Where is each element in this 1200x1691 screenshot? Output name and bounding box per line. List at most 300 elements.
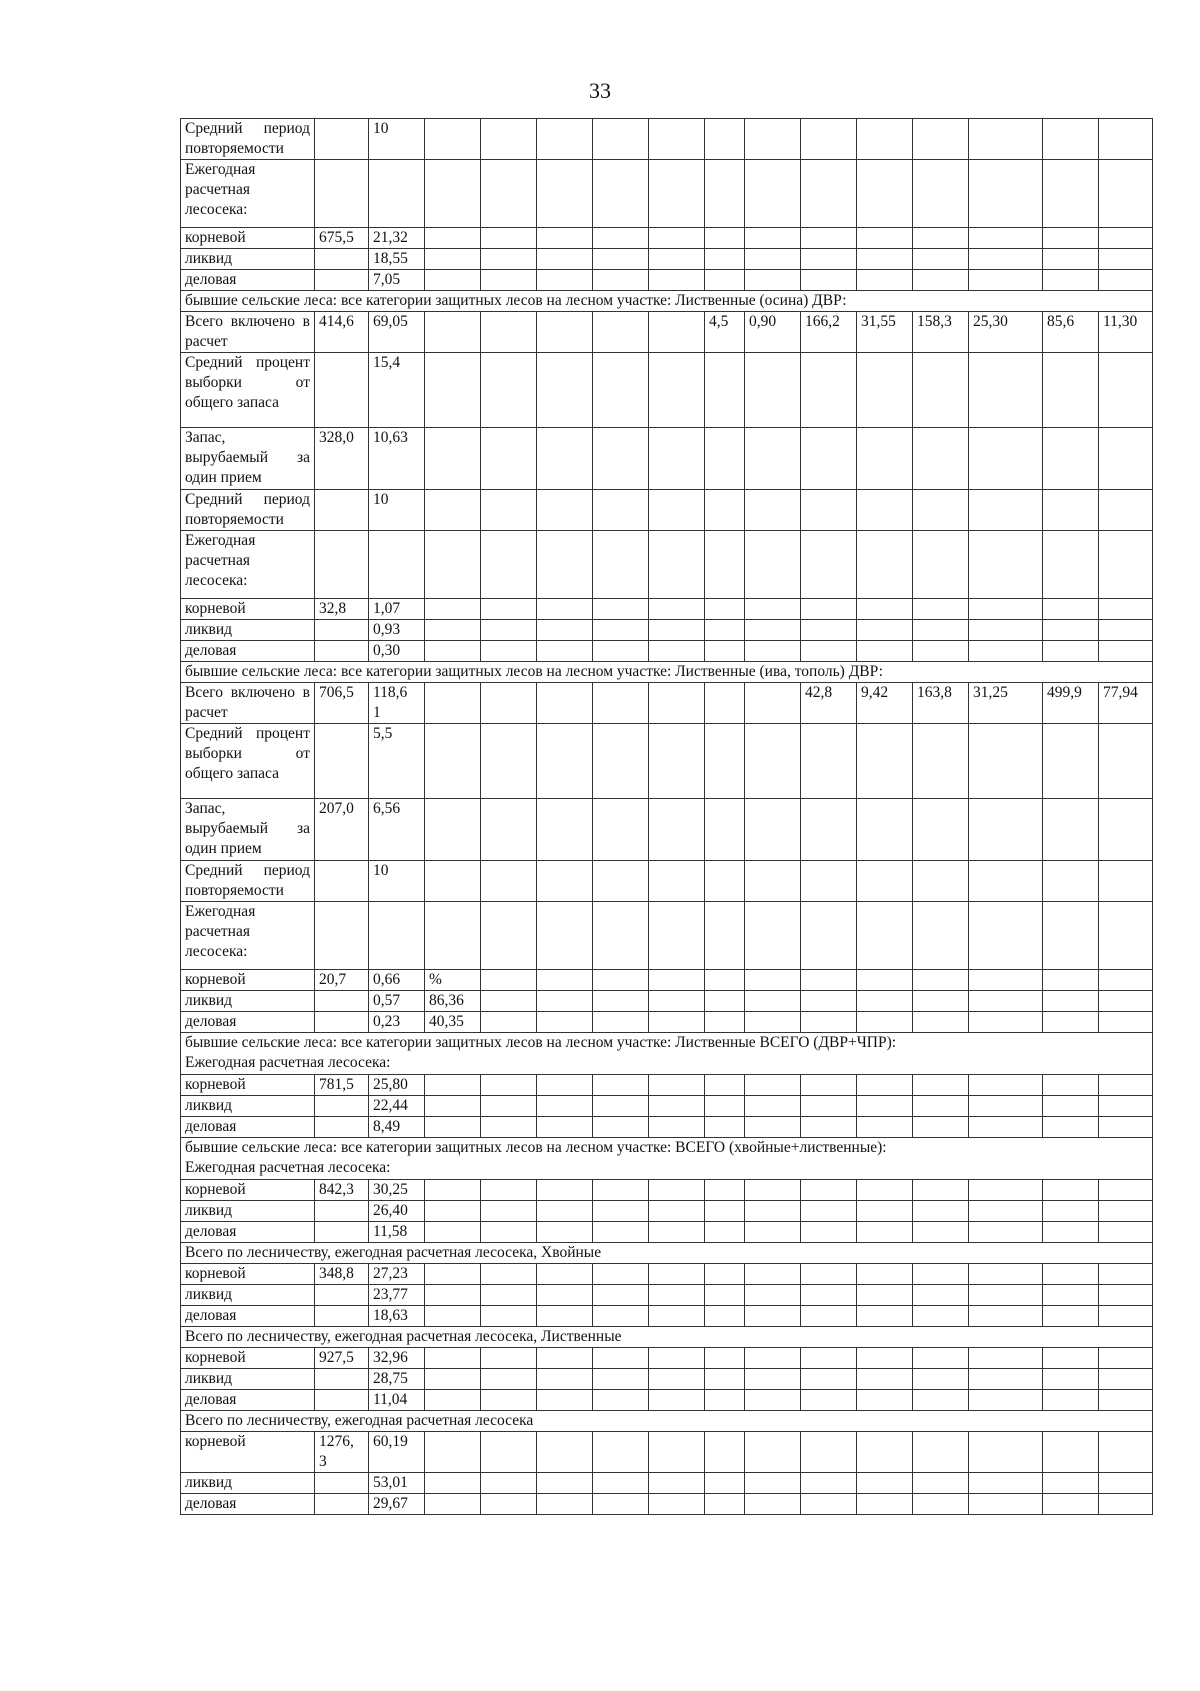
table-cell: [537, 428, 593, 490]
table-cell: [481, 1201, 537, 1222]
table-cell: [537, 1348, 593, 1369]
table-cell: [745, 353, 801, 428]
table-cell: [593, 902, 649, 970]
table-cell: [481, 1473, 537, 1494]
table-cell: [913, 1473, 969, 1494]
table-row: [181, 1033, 1153, 1075]
row-label-cell: ликвид: [181, 1473, 315, 1494]
row-label-cell: деловая: [181, 1222, 315, 1243]
table-cell: [593, 1494, 649, 1515]
table-cell: [649, 1285, 705, 1306]
table-cell: [315, 353, 369, 428]
table-cell: 0,66: [369, 970, 425, 991]
table-cell: [1099, 1096, 1153, 1117]
table-cell: 77,94: [1099, 683, 1153, 724]
table-cell: [745, 1306, 801, 1327]
table-cell: [1043, 1306, 1099, 1327]
table-cell: [649, 902, 705, 970]
table-row: [181, 1243, 1153, 1264]
table-cell: [705, 1432, 745, 1473]
table-row: [181, 1369, 1153, 1390]
table-cell: [1043, 1432, 1099, 1473]
table-cell: 414,6: [315, 312, 369, 353]
table-cell: [969, 1432, 1043, 1473]
table-cell: [649, 531, 705, 599]
table-cell: [481, 1348, 537, 1369]
table-cell: [857, 1390, 913, 1411]
table-cell: 11,04: [369, 1390, 425, 1411]
table-cell: [1099, 599, 1153, 620]
row-label-cell: Ежегодная расчетная лесосека:: [181, 531, 315, 599]
table-cell: [801, 119, 857, 160]
table-cell: [1099, 1285, 1153, 1306]
row-label-cell: Средний процент выборки от общего запаса: [181, 724, 315, 799]
table-cell: [649, 991, 705, 1012]
table-cell: [1099, 641, 1153, 662]
table-cell: [801, 1432, 857, 1473]
table-cell: [1043, 1369, 1099, 1390]
row-label-cell: деловая: [181, 1306, 315, 1327]
table-row: [181, 1285, 1153, 1306]
table-cell: [1099, 724, 1153, 799]
table-row: [181, 599, 1153, 620]
table-row: [181, 531, 1153, 599]
table-row: [181, 1411, 1153, 1432]
table-row: [181, 1201, 1153, 1222]
table-cell: [425, 1096, 481, 1117]
table-cell: [481, 1012, 537, 1033]
table-cell: [315, 490, 369, 531]
table-row: [181, 312, 1153, 353]
table-cell: [705, 599, 745, 620]
table-cell: [1099, 970, 1153, 991]
table-cell: [857, 531, 913, 599]
table-cell: [593, 861, 649, 902]
table-cell: [537, 490, 593, 531]
table-row: [181, 1096, 1153, 1117]
table-cell: [649, 428, 705, 490]
table-cell: [481, 1096, 537, 1117]
table-cell: [1043, 599, 1099, 620]
table-cell: [593, 724, 649, 799]
table-cell: [745, 1075, 801, 1096]
table-cell: [969, 641, 1043, 662]
table-cell: [1099, 1306, 1153, 1327]
table-cell: [369, 160, 425, 228]
row-label-cell: ликвид: [181, 249, 315, 270]
table-cell: [425, 312, 481, 353]
table-cell: [913, 1494, 969, 1515]
table-cell: [315, 620, 369, 641]
table-cell: [705, 1390, 745, 1411]
row-label-cell: корневой: [181, 1180, 315, 1201]
table-cell: 31,55: [857, 312, 913, 353]
row-label-cell: Всего включено в расчет: [181, 312, 315, 353]
table-cell: [801, 270, 857, 291]
table-cell: [969, 970, 1043, 991]
table-row: [181, 683, 1153, 724]
table-cell: [315, 1285, 369, 1306]
table-cell: [857, 1012, 913, 1033]
table-cell: [1099, 228, 1153, 249]
table-cell: [481, 1075, 537, 1096]
table-cell: [857, 1264, 913, 1285]
table-cell: [315, 1222, 369, 1243]
table-cell: 5,5: [369, 724, 425, 799]
table-cell: [969, 1222, 1043, 1243]
table-cell: 85,6: [1043, 312, 1099, 353]
table-cell: [857, 119, 913, 160]
table-cell: [857, 1201, 913, 1222]
table-cell: [425, 428, 481, 490]
table-cell: [593, 228, 649, 249]
table-cell: [801, 249, 857, 270]
table-cell: [745, 1117, 801, 1138]
table-cell: [425, 119, 481, 160]
table-cell: [1043, 1222, 1099, 1243]
table-row: [181, 1180, 1153, 1201]
table-cell: [649, 270, 705, 291]
table-cell: [425, 641, 481, 662]
table-cell: [801, 1180, 857, 1201]
table-cell: [1043, 902, 1099, 970]
table-cell: [1043, 1264, 1099, 1285]
table-cell: [1043, 160, 1099, 228]
table-cell: [745, 799, 801, 861]
table-cell: [315, 861, 369, 902]
table-cell: [1043, 641, 1099, 662]
table-cell: [1043, 270, 1099, 291]
table-cell: [801, 1264, 857, 1285]
table-cell: [593, 490, 649, 531]
table-cell: [481, 1494, 537, 1515]
table-cell: [745, 428, 801, 490]
table-cell: 23,77: [369, 1285, 425, 1306]
table-cell: [425, 1201, 481, 1222]
table-cell: [315, 902, 369, 970]
table-cell: [593, 799, 649, 861]
table-cell: [649, 312, 705, 353]
table-cell: [801, 620, 857, 641]
table-cell: [1099, 1473, 1153, 1494]
table-cell: [801, 1494, 857, 1515]
table-cell: 31,25: [969, 683, 1043, 724]
table-row: [181, 1222, 1153, 1243]
table-cell: [969, 119, 1043, 160]
table-cell: [969, 531, 1043, 599]
table-cell: [537, 902, 593, 970]
table-cell: [913, 620, 969, 641]
table-row: [181, 119, 1153, 160]
table-cell: [913, 902, 969, 970]
table-cell: 0,57: [369, 991, 425, 1012]
table-cell: 15,4: [369, 353, 425, 428]
table-cell: [745, 490, 801, 531]
table-cell: [801, 1369, 857, 1390]
table-cell: [857, 599, 913, 620]
table-cell: [481, 119, 537, 160]
table-cell: [1043, 249, 1099, 270]
table-cell: [425, 1348, 481, 1369]
table-cell: [593, 531, 649, 599]
table-cell: 328,0: [315, 428, 369, 490]
table-cell: [425, 249, 481, 270]
table-cell: [705, 428, 745, 490]
table-cell: [969, 861, 1043, 902]
table-cell: [705, 641, 745, 662]
table-cell: [913, 1432, 969, 1473]
table-cell: [315, 1117, 369, 1138]
table-cell: [1043, 1494, 1099, 1515]
table-cell: [705, 970, 745, 991]
table-cell: [649, 119, 705, 160]
table-cell: [1043, 353, 1099, 428]
table-cell: [1043, 490, 1099, 531]
table-cell: 10,63: [369, 428, 425, 490]
table-cell: [425, 620, 481, 641]
row-label-cell: корневой: [181, 228, 315, 249]
table-cell: 0,30: [369, 641, 425, 662]
table-cell: [857, 353, 913, 428]
table-cell: [537, 1012, 593, 1033]
table-cell: [425, 902, 481, 970]
table-cell: 706,5: [315, 683, 369, 724]
table-cell: [745, 991, 801, 1012]
table-cell: [801, 641, 857, 662]
table-cell: [649, 799, 705, 861]
table-cell: [801, 531, 857, 599]
section-heading: бывшие сельские леса: все категории защитных лесов на лесном участке: ВСЕГО (хвойные+лиственные): Ежегодная расчетная лесосека:: [181, 1138, 1153, 1180]
table-cell: [801, 490, 857, 531]
table-cell: [649, 683, 705, 724]
table-cell: [969, 1117, 1043, 1138]
table-cell: [857, 228, 913, 249]
table-cell: [1099, 1390, 1153, 1411]
table-cell: [649, 599, 705, 620]
table-cell: [857, 1369, 913, 1390]
table-cell: [1043, 724, 1099, 799]
table-cell: [537, 620, 593, 641]
table-cell: [801, 1285, 857, 1306]
table-cell: [315, 724, 369, 799]
table-cell: [537, 1222, 593, 1243]
table-cell: [913, 228, 969, 249]
table-cell: [913, 1096, 969, 1117]
table-cell: [1043, 119, 1099, 160]
table-cell: [537, 1117, 593, 1138]
table-cell: [1099, 428, 1153, 490]
table-cell: [593, 1222, 649, 1243]
table-cell: [537, 249, 593, 270]
table-cell: 18,63: [369, 1306, 425, 1327]
table-cell: [649, 1390, 705, 1411]
table-cell: [969, 599, 1043, 620]
table-cell: [857, 1285, 913, 1306]
table-cell: 158,3: [913, 312, 969, 353]
table-cell: [745, 1096, 801, 1117]
table-cell: [801, 799, 857, 861]
table-cell: [537, 270, 593, 291]
table-cell: [425, 1432, 481, 1473]
table-cell: [1043, 1201, 1099, 1222]
table-cell: [1099, 119, 1153, 160]
table-cell: [801, 428, 857, 490]
table-cell: [857, 970, 913, 991]
table-cell: [1099, 1180, 1153, 1201]
table-cell: [425, 1494, 481, 1515]
table-cell: [537, 970, 593, 991]
table-cell: [705, 1348, 745, 1369]
table-cell: %: [425, 970, 481, 991]
table-cell: [593, 249, 649, 270]
table-row: [181, 291, 1153, 312]
table-cell: [745, 1473, 801, 1494]
table-cell: [705, 249, 745, 270]
row-label-cell: ликвид: [181, 1369, 315, 1390]
table-row: [181, 861, 1153, 902]
table-cell: 40,35: [425, 1012, 481, 1033]
table-cell: [481, 599, 537, 620]
forest-table-container: [180, 118, 1138, 1515]
table-cell: [969, 1201, 1043, 1222]
table-cell: [649, 1473, 705, 1494]
table-cell: [745, 228, 801, 249]
table-cell: [745, 724, 801, 799]
table-cell: [857, 861, 913, 902]
table-cell: [705, 531, 745, 599]
table-cell: [315, 1096, 369, 1117]
table-cell: [913, 119, 969, 160]
table-cell: [481, 620, 537, 641]
table-cell: [705, 683, 745, 724]
table-cell: [649, 353, 705, 428]
table-cell: [745, 119, 801, 160]
table-cell: [857, 1432, 913, 1473]
table-cell: [801, 970, 857, 991]
table-cell: [315, 991, 369, 1012]
table-cell: [537, 1432, 593, 1473]
table-cell: [969, 270, 1043, 291]
table-cell: [705, 119, 745, 160]
table-row: [181, 1264, 1153, 1285]
table-cell: [801, 1012, 857, 1033]
table-row: [181, 1138, 1153, 1180]
table-cell: [1099, 1432, 1153, 1473]
table-cell: 10: [369, 861, 425, 902]
table-cell: [481, 1285, 537, 1306]
row-label-cell: деловая: [181, 641, 315, 662]
table-cell: [745, 1390, 801, 1411]
table-cell: [315, 1390, 369, 1411]
table-cell: [1099, 249, 1153, 270]
table-cell: [969, 490, 1043, 531]
row-label-cell: корневой: [181, 1348, 315, 1369]
table-cell: [649, 228, 705, 249]
row-label-cell: Запас, вырубаемый за один прием: [181, 799, 315, 861]
table-cell: [801, 902, 857, 970]
table-cell: [425, 1306, 481, 1327]
table-cell: [705, 353, 745, 428]
table-cell: [425, 799, 481, 861]
table-cell: [705, 861, 745, 902]
table-cell: [1043, 970, 1099, 991]
row-label-cell: Средний период повторяемости: [181, 861, 315, 902]
table-cell: [593, 160, 649, 228]
table-cell: [969, 160, 1043, 228]
table-cell: [857, 1306, 913, 1327]
table-cell: [969, 1264, 1043, 1285]
table-cell: [913, 599, 969, 620]
table-cell: [537, 353, 593, 428]
table-row: [181, 799, 1153, 861]
table-cell: [425, 1285, 481, 1306]
table-cell: [705, 1012, 745, 1033]
table-cell: [649, 1432, 705, 1473]
table-cell: [425, 1473, 481, 1494]
table-cell: 18,55: [369, 249, 425, 270]
table-cell: 207,0: [315, 799, 369, 861]
table-cell: [969, 1285, 1043, 1306]
table-cell: [425, 353, 481, 428]
table-cell: 26,40: [369, 1201, 425, 1222]
table-row: [181, 1432, 1153, 1473]
table-cell: [969, 724, 1043, 799]
table-cell: 32,8: [315, 599, 369, 620]
table-cell: [481, 724, 537, 799]
table-cell: [1099, 1012, 1153, 1033]
table-cell: [649, 1180, 705, 1201]
table-cell: [593, 620, 649, 641]
table-cell: [745, 1285, 801, 1306]
table-cell: [705, 1264, 745, 1285]
table-cell: [481, 902, 537, 970]
forest-cutting-table: [180, 118, 1153, 1515]
table-cell: [745, 620, 801, 641]
table-cell: [537, 1494, 593, 1515]
table-cell: [537, 1285, 593, 1306]
table-cell: [593, 1096, 649, 1117]
table-cell: [857, 1180, 913, 1201]
table-cell: [801, 861, 857, 902]
table-cell: [593, 1390, 649, 1411]
table-cell: [537, 312, 593, 353]
table-cell: [745, 1201, 801, 1222]
table-cell: [593, 1012, 649, 1033]
table-cell: [593, 1369, 649, 1390]
table-cell: [857, 991, 913, 1012]
table-cell: [745, 1369, 801, 1390]
table-cell: [801, 991, 857, 1012]
table-cell: [857, 428, 913, 490]
table-cell: [745, 1432, 801, 1473]
table-cell: [537, 1201, 593, 1222]
table-cell: [913, 428, 969, 490]
table-cell: 1276, 3: [315, 1432, 369, 1473]
table-cell: [481, 641, 537, 662]
table-cell: [913, 1075, 969, 1096]
row-label-cell: ликвид: [181, 991, 315, 1012]
table-cell: [913, 1222, 969, 1243]
row-label-cell: ликвид: [181, 1096, 315, 1117]
table-cell: [857, 1473, 913, 1494]
page-number: 33: [589, 78, 611, 103]
table-row: [181, 620, 1153, 641]
table-cell: [481, 353, 537, 428]
table-cell: [315, 1012, 369, 1033]
table-row: [181, 160, 1153, 228]
table-cell: [913, 724, 969, 799]
row-label-cell: ликвид: [181, 620, 315, 641]
